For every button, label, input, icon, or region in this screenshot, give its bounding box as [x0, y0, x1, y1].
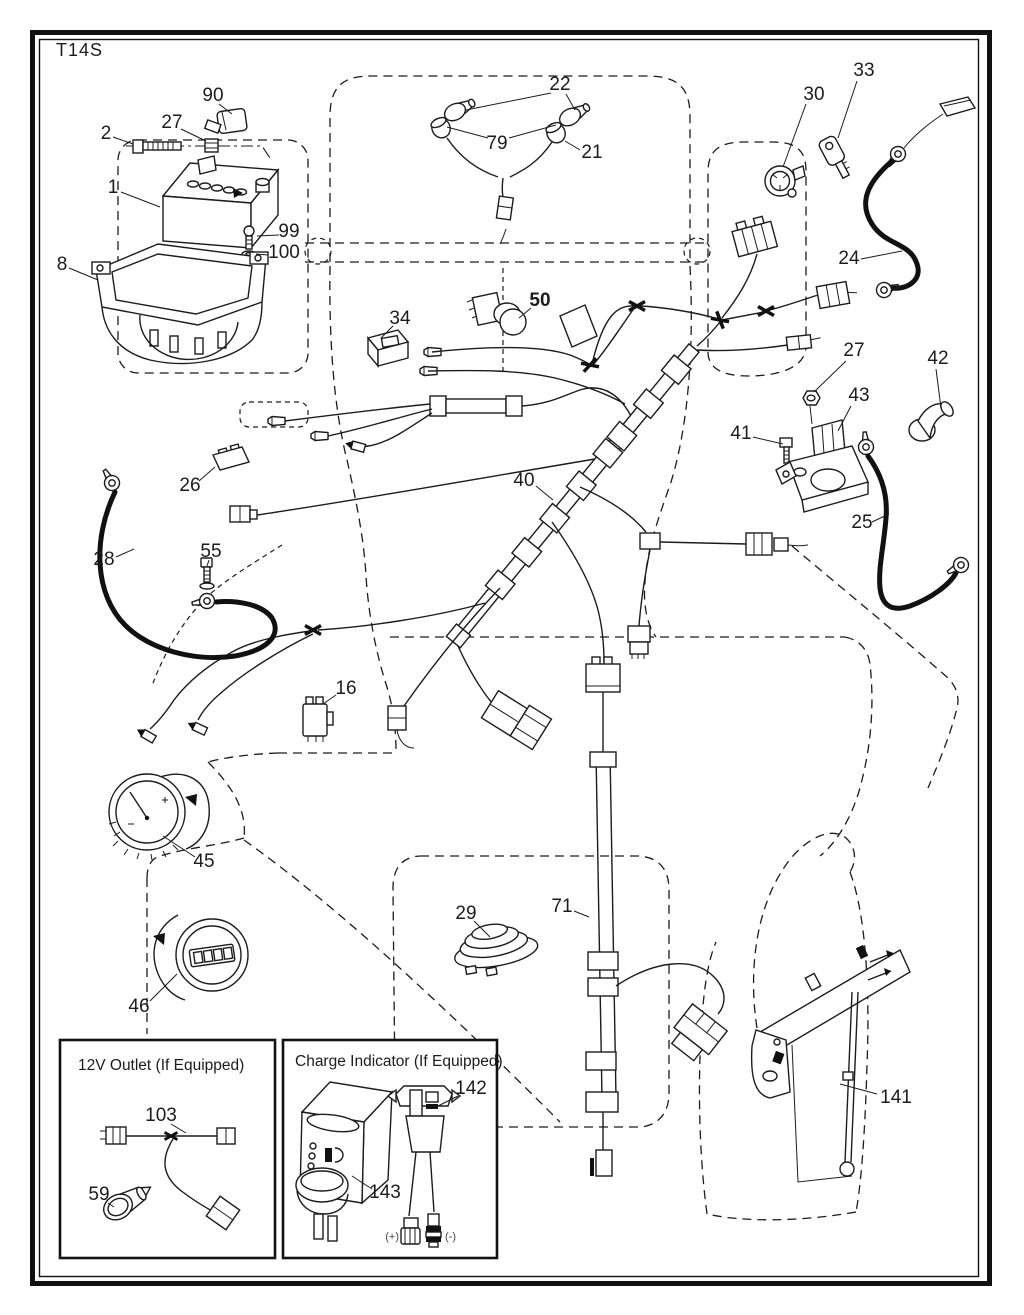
- terminal-boot: [909, 400, 956, 441]
- callout-90: 90: [202, 85, 224, 106]
- callout-27b: 27: [843, 340, 865, 361]
- switch-34: [368, 330, 408, 366]
- callout-25: 25: [851, 512, 873, 533]
- callout-141: 141: [880, 1087, 912, 1108]
- fuse-26: [213, 444, 249, 470]
- battery: [163, 156, 278, 248]
- switch-50: [467, 293, 526, 335]
- callout-55: 55: [200, 541, 222, 562]
- battery-bolt: [126, 140, 270, 158]
- battery-cable-negative: [866, 97, 975, 299]
- switch-16: [303, 697, 333, 742]
- callout-103: 103: [145, 1105, 177, 1126]
- callout-59: 59: [88, 1184, 110, 1205]
- callout-99: 99: [278, 221, 300, 242]
- inset-outlet-title: 12V Outlet (If Equipped): [78, 1057, 245, 1074]
- seat-harness-71: [586, 752, 727, 1176]
- callout-41: 41: [730, 423, 752, 444]
- ground-screw: [200, 558, 214, 589]
- headlight-harness: [429, 95, 593, 244]
- plus-label: (+): [385, 1231, 399, 1243]
- callout-2: 2: [100, 123, 112, 144]
- callout-28: 28: [93, 549, 115, 570]
- callout-34: 34: [389, 308, 411, 329]
- inset-charge-title: Charge Indicator (If Equipped): [295, 1053, 503, 1070]
- solenoid-group: [776, 391, 868, 512]
- callout-71: 71: [551, 896, 573, 917]
- bracket-assembly-141: [752, 945, 910, 1182]
- minus-label: (-): [445, 1231, 456, 1243]
- callout-50: 50: [529, 290, 551, 311]
- callout-142: 142: [455, 1078, 487, 1099]
- hour-meter: [153, 915, 248, 1000]
- inset-charge-indicator: [283, 1040, 503, 1258]
- callout-79: 79: [486, 133, 508, 154]
- plate-part: [560, 305, 597, 347]
- callout-21: 21: [581, 142, 603, 163]
- ignition-switch: [765, 166, 805, 197]
- ammeter-gauge: [109, 774, 209, 860]
- battery-tray: [92, 244, 268, 363]
- callout-27a: 27: [161, 112, 183, 133]
- callout-8: 8: [56, 254, 68, 275]
- callout-46: 46: [128, 996, 150, 1017]
- callout-45: 45: [193, 851, 215, 872]
- callout-29: 29: [455, 903, 477, 924]
- battery-nut: [205, 139, 218, 152]
- fuse-holder: [205, 108, 248, 134]
- callout-22: 22: [549, 74, 571, 95]
- callout-40: 40: [513, 470, 535, 491]
- callout-43: 43: [848, 385, 870, 406]
- inset-12v-outlet: [60, 1040, 275, 1258]
- callout-33: 33: [853, 60, 875, 81]
- console-wiring: [592, 215, 859, 364]
- battery-cable-positive: [857, 431, 971, 608]
- callout-1: 1: [107, 177, 119, 198]
- model-label: T14S: [56, 40, 104, 60]
- callout-143: 143: [369, 1182, 401, 1203]
- callout-24: 24: [838, 248, 860, 269]
- callout-30: 30: [803, 84, 825, 105]
- seat-switch-cap: [450, 917, 541, 981]
- callout-26: 26: [179, 475, 201, 496]
- ignition-key: [818, 135, 854, 181]
- callout-42: 42: [927, 348, 949, 369]
- callout-16: 16: [335, 678, 357, 699]
- callout-100: 100: [268, 242, 300, 263]
